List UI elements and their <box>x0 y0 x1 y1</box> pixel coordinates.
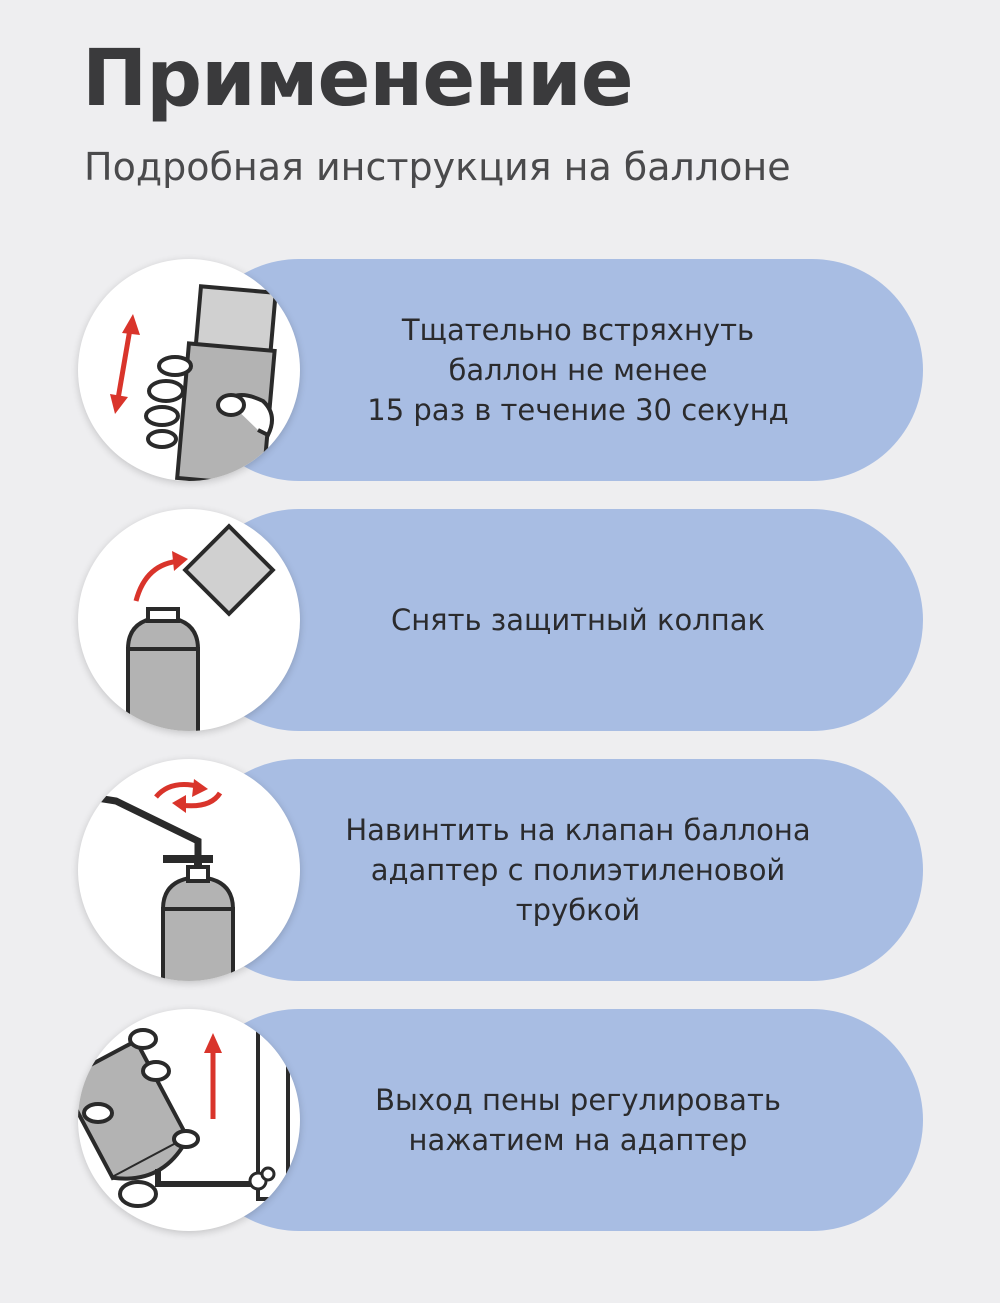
step-2-circle <box>78 509 300 731</box>
shake-can-icon <box>78 259 300 481</box>
step-3-circle <box>78 759 300 981</box>
page-title: Применение <box>82 34 633 124</box>
step-4-text: Выход пены регулировать нажатием на адаптер <box>375 1083 781 1157</box>
step-1-circle <box>78 259 300 481</box>
remove-cap-icon <box>78 509 300 731</box>
step-3 <box>78 759 923 981</box>
step-1-text: Тщательно встряхнуть баллон не менее 15 раз в течение 30 секунд <box>367 313 789 427</box>
step-1 <box>78 259 923 481</box>
step-3-text: Навинтить на клапан баллона адаптер с полиэтиленовой трубкой <box>345 813 811 927</box>
step-2 <box>78 509 923 731</box>
page-subtitle: Подробная инструкция на баллоне <box>84 145 791 189</box>
press-adapter-icon <box>78 1009 300 1231</box>
step-4-circle <box>78 1009 300 1231</box>
screw-adapter-icon <box>78 759 300 981</box>
step-2-text: Снять защитный колпак <box>390 603 766 637</box>
step-4 <box>78 1009 923 1231</box>
